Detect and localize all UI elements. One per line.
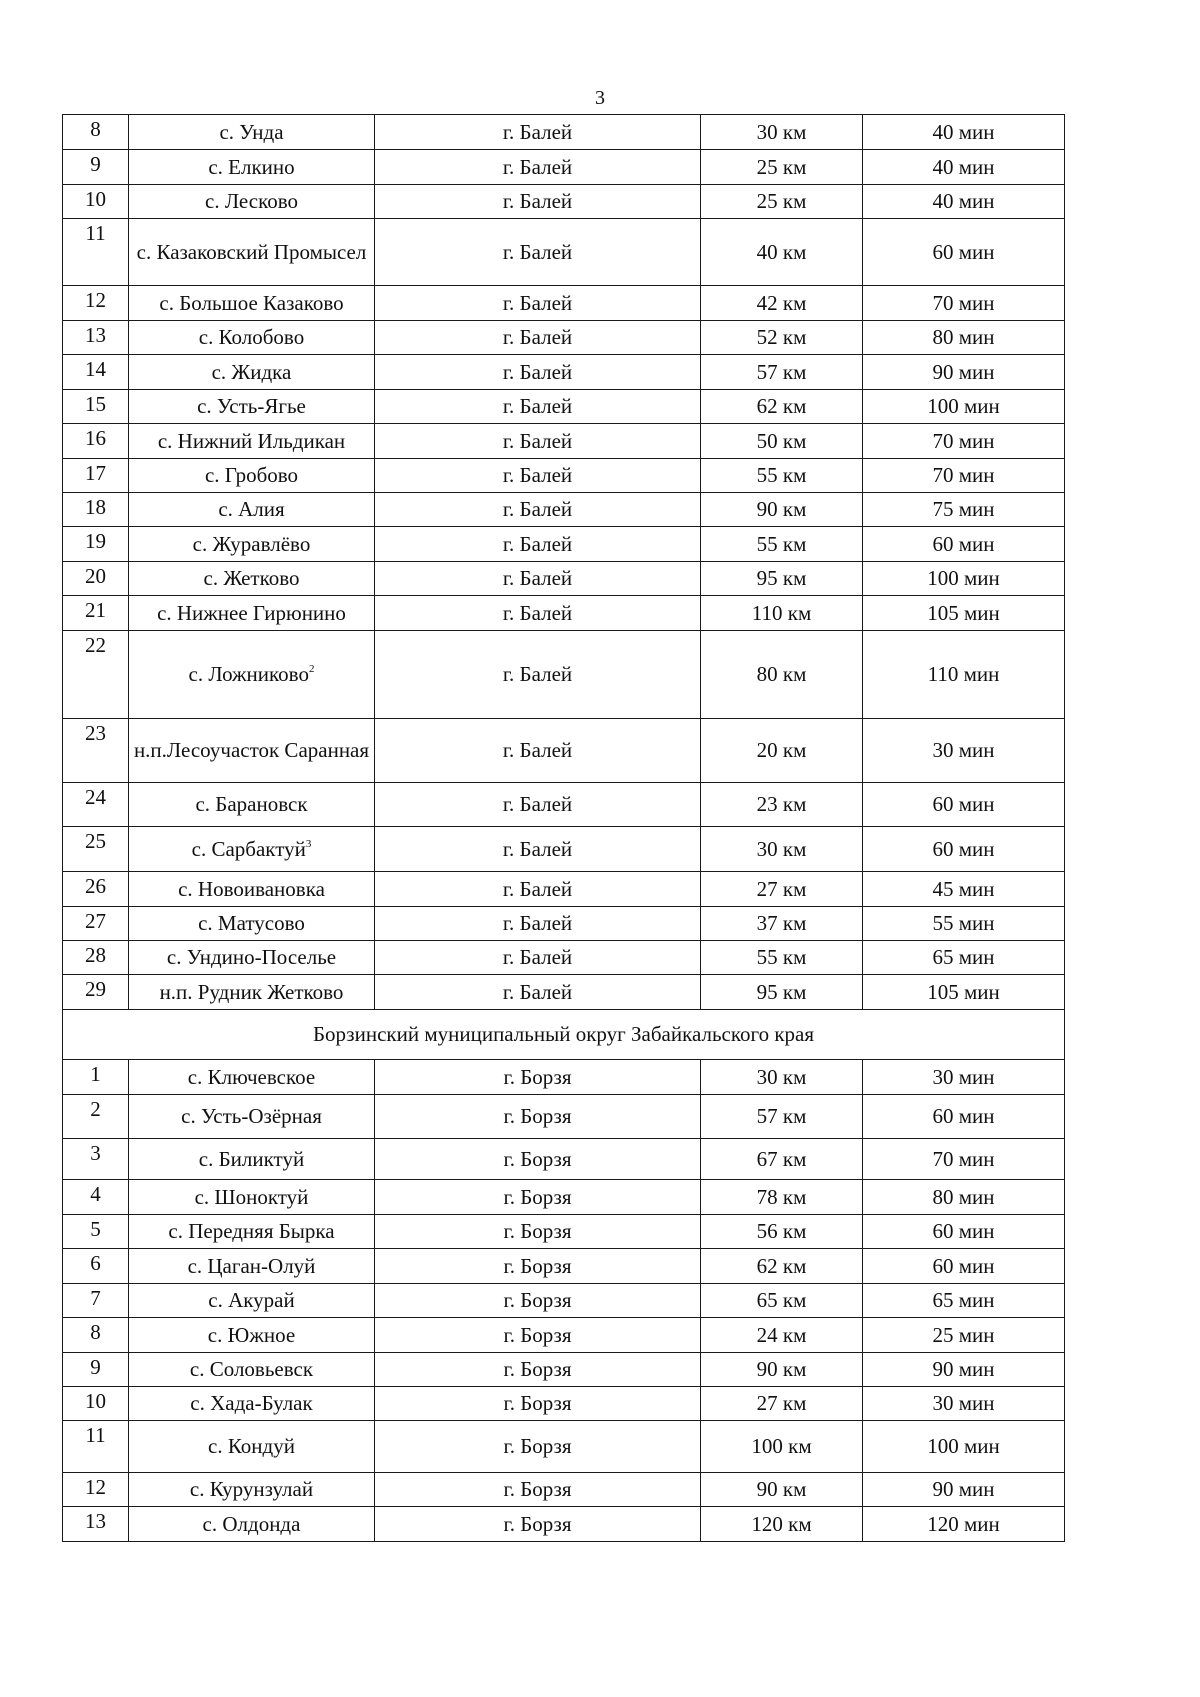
settlement-name: с. Журавлёво bbox=[192, 531, 311, 556]
distance-cell: 57 км bbox=[701, 1095, 863, 1139]
row-number: 18 bbox=[85, 495, 106, 519]
travel-time-cell: 60 мин bbox=[863, 1215, 1065, 1249]
table-row bbox=[63, 1318, 1065, 1353]
district-center-cell: г. Борзя bbox=[375, 1353, 701, 1387]
district-center-cell: г. Балей bbox=[375, 185, 701, 219]
row-number-cell bbox=[63, 527, 129, 562]
settlement-name: с. Курунзулай bbox=[189, 1477, 314, 1501]
distance-cell: 24 км bbox=[701, 1318, 863, 1353]
row-number: 9 bbox=[90, 1355, 101, 1379]
travel-time-cell: 45 мин bbox=[863, 872, 1065, 907]
settlement-name: с. Южное bbox=[207, 1322, 296, 1347]
travel-time-cell: 110 мин bbox=[863, 631, 1065, 719]
settlement-cell bbox=[129, 355, 375, 390]
district-center-cell: г. Борзя bbox=[375, 1139, 701, 1180]
table-row bbox=[63, 719, 1065, 783]
district-center-cell: г. Борзя bbox=[375, 1507, 701, 1542]
settlement-name: с. Олдонда bbox=[202, 1511, 301, 1536]
travel-time-cell: 25 мин bbox=[863, 1318, 1065, 1353]
row-number: 21 bbox=[85, 598, 106, 622]
table-row bbox=[63, 631, 1065, 719]
distance-cell: 62 км bbox=[701, 1249, 863, 1284]
row-number-cell bbox=[63, 1387, 129, 1421]
distance-cell: 100 км bbox=[701, 1421, 863, 1473]
travel-time-cell: 90 мин bbox=[863, 1353, 1065, 1387]
travel-time-cell: 75 мин bbox=[863, 493, 1065, 527]
district-center-cell: г. Балей bbox=[375, 596, 701, 631]
travel-time-cell: 105 мин bbox=[863, 596, 1065, 631]
settlement-cell bbox=[129, 219, 375, 286]
travel-time-cell: 60 мин bbox=[863, 827, 1065, 872]
settlement-name: с. Колобово bbox=[198, 325, 305, 349]
distance-cell: 25 км bbox=[701, 185, 863, 219]
row-number-cell bbox=[63, 1318, 129, 1353]
settlement-name: с. Матусово bbox=[198, 911, 305, 935]
settlement-cell bbox=[129, 872, 375, 907]
table-row bbox=[63, 219, 1065, 286]
district-center-cell: г. Борзя bbox=[375, 1249, 701, 1284]
travel-time-cell: 70 мин bbox=[863, 286, 1065, 321]
row-number-cell bbox=[63, 115, 129, 150]
travel-time-cell: 90 мин bbox=[863, 355, 1065, 390]
row-number: 10 bbox=[85, 187, 106, 211]
district-center-cell: г. Борзя bbox=[375, 1215, 701, 1249]
table-row bbox=[63, 321, 1065, 355]
table-row bbox=[63, 1095, 1065, 1139]
distance-cell: 90 км bbox=[701, 1473, 863, 1507]
settlement-cell bbox=[129, 1507, 375, 1542]
table-row bbox=[63, 424, 1065, 459]
distance-cell: 37 км bbox=[701, 907, 863, 941]
district-center-cell: г. Балей bbox=[375, 783, 701, 827]
row-number-cell bbox=[63, 907, 129, 941]
table-row bbox=[63, 150, 1065, 185]
row-number: 4 bbox=[90, 1182, 101, 1206]
row-number: 25 bbox=[85, 829, 106, 853]
row-number: 5 bbox=[90, 1217, 101, 1241]
settlement-name: с. Алия bbox=[218, 497, 285, 521]
row-number-cell bbox=[63, 941, 129, 975]
district-center-cell: г. Балей bbox=[375, 150, 701, 185]
row-number: 12 bbox=[85, 1475, 106, 1499]
row-number: 22 bbox=[85, 633, 106, 657]
district-center-cell: г. Балей bbox=[375, 115, 701, 150]
distance-cell: 55 км bbox=[701, 459, 863, 493]
table-row bbox=[63, 527, 1065, 562]
settlement-cell bbox=[129, 390, 375, 424]
settlement-cell bbox=[129, 562, 375, 596]
table-row bbox=[63, 185, 1065, 219]
distance-cell: 52 км bbox=[701, 321, 863, 355]
row-number-cell bbox=[63, 150, 129, 185]
page-number: 3 bbox=[595, 87, 605, 109]
travel-time-cell: 60 мин bbox=[863, 1249, 1065, 1284]
distance-cell: 50 км bbox=[701, 424, 863, 459]
row-number-cell bbox=[63, 783, 129, 827]
settlement-cell bbox=[129, 941, 375, 975]
row-number: 10 bbox=[85, 1389, 106, 1413]
travel-time-cell: 100 мин bbox=[863, 562, 1065, 596]
travel-time-cell: 80 мин bbox=[863, 1180, 1065, 1215]
travel-time-cell: 65 мин bbox=[863, 1284, 1065, 1318]
distance-cell: 25 км bbox=[701, 150, 863, 185]
settlement-cell bbox=[129, 596, 375, 631]
settlement-cell bbox=[129, 719, 375, 783]
table-row bbox=[63, 941, 1065, 975]
travel-time-cell: 70 мин bbox=[863, 459, 1065, 493]
distance-cell: 30 км bbox=[701, 115, 863, 150]
settlement-name: с. Гробово bbox=[204, 463, 299, 487]
settlement-name: с. Хада-Булак bbox=[190, 1391, 313, 1415]
table-body-borzya bbox=[63, 1060, 1065, 1542]
settlement-cell bbox=[129, 1249, 375, 1284]
district-center-cell: г. Балей bbox=[375, 355, 701, 390]
district-center-cell: г. Балей bbox=[375, 424, 701, 459]
table-row bbox=[63, 1507, 1065, 1542]
settlement-name: н.п. Рудник Жетково bbox=[159, 979, 344, 1004]
row-number: 16 bbox=[85, 426, 106, 450]
row-number-cell bbox=[63, 596, 129, 631]
settlement-name: н.п.Лесоучасток Саранная bbox=[133, 738, 370, 762]
travel-time-cell: 60 мин bbox=[863, 1095, 1065, 1139]
district-center-cell: г. Балей bbox=[375, 219, 701, 286]
table-row bbox=[63, 783, 1065, 827]
distance-cell: 90 км bbox=[701, 493, 863, 527]
row-number: 3 bbox=[90, 1141, 101, 1165]
travel-time-cell: 100 мин bbox=[863, 390, 1065, 424]
distance-cell: 67 км bbox=[701, 1139, 863, 1180]
table-row bbox=[63, 1284, 1065, 1318]
row-number: 12 bbox=[85, 288, 106, 312]
settlement-cell bbox=[129, 1318, 375, 1353]
settlement-name: с. Большое Казаково bbox=[159, 290, 344, 315]
row-number: 14 bbox=[85, 357, 106, 381]
settlement-cell bbox=[129, 1353, 375, 1387]
row-number-cell bbox=[63, 975, 129, 1010]
table-row bbox=[63, 459, 1065, 493]
settlement-name: с. Казаковский Промысел bbox=[136, 239, 367, 264]
district-center-cell: г. Балей bbox=[375, 975, 701, 1010]
district-center-cell: г. Борзя bbox=[375, 1318, 701, 1353]
settlement-cell bbox=[129, 424, 375, 459]
district-center-cell: г. Балей bbox=[375, 527, 701, 562]
settlement-cell bbox=[129, 1284, 375, 1318]
distance-cell: 30 км bbox=[701, 827, 863, 872]
row-number: 13 bbox=[85, 323, 106, 347]
row-number-cell bbox=[63, 459, 129, 493]
row-number-cell bbox=[63, 1284, 129, 1318]
settlement-cell bbox=[129, 1139, 375, 1180]
travel-time-cell: 90 мин bbox=[863, 1473, 1065, 1507]
row-number: 23 bbox=[85, 721, 106, 745]
settlement-name: с. Биликтуй bbox=[198, 1146, 305, 1171]
distance-cell: 23 км bbox=[701, 783, 863, 827]
distance-cell: 90 км bbox=[701, 1353, 863, 1387]
settlements-table bbox=[62, 114, 1065, 1542]
table-row bbox=[63, 1215, 1065, 1249]
row-number-cell bbox=[63, 1421, 129, 1473]
row-number-cell bbox=[63, 719, 129, 783]
row-number-cell bbox=[63, 424, 129, 459]
travel-time-cell: 60 мин bbox=[863, 527, 1065, 562]
distance-cell: 78 км bbox=[701, 1180, 863, 1215]
settlement-name: с. Новоивановка bbox=[178, 876, 325, 901]
row-number-cell bbox=[63, 493, 129, 527]
table-row bbox=[63, 1421, 1065, 1473]
table-row bbox=[63, 596, 1065, 631]
row-number: 27 bbox=[85, 909, 106, 933]
settlement-name: с. Сарбактуй bbox=[191, 836, 306, 861]
row-number: 9 bbox=[90, 152, 101, 176]
table-row bbox=[63, 493, 1065, 527]
row-number: 29 bbox=[85, 977, 106, 1001]
distance-cell: 55 км bbox=[701, 941, 863, 975]
distance-cell: 27 км bbox=[701, 872, 863, 907]
travel-time-cell: 30 мин bbox=[863, 719, 1065, 783]
section-heading: Борзинский муниципальный округ Забайкальского края bbox=[63, 1010, 1065, 1060]
row-number-cell bbox=[63, 185, 129, 219]
row-number: 17 bbox=[85, 461, 106, 485]
distance-cell: 120 км bbox=[701, 1507, 863, 1542]
settlement-name: с. Нижний Ильдикан bbox=[157, 428, 346, 453]
travel-time-cell: 60 мин bbox=[863, 783, 1065, 827]
distance-cell: 110 км bbox=[701, 596, 863, 631]
settlement-cell bbox=[129, 185, 375, 219]
distance-cell: 57 км bbox=[701, 355, 863, 390]
settlement-cell bbox=[129, 1387, 375, 1421]
travel-time-cell: 30 мин bbox=[863, 1387, 1065, 1421]
district-center-cell: г. Борзя bbox=[375, 1473, 701, 1507]
row-number-cell bbox=[63, 631, 129, 719]
row-number: 13 bbox=[85, 1509, 106, 1533]
settlement-cell bbox=[129, 1180, 375, 1215]
travel-time-cell: 55 мин bbox=[863, 907, 1065, 941]
table-row bbox=[63, 1387, 1065, 1421]
travel-time-cell: 100 мин bbox=[863, 1421, 1065, 1473]
table-row bbox=[63, 355, 1065, 390]
section-heading-body bbox=[63, 1010, 1065, 1060]
row-number: 7 bbox=[90, 1286, 101, 1310]
travel-time-cell: 40 мин bbox=[863, 185, 1065, 219]
settlement-name: с. Усть-Озёрная bbox=[181, 1104, 322, 1128]
settlement-name: с. Кондуй bbox=[208, 1434, 295, 1458]
travel-time-cell: 70 мин bbox=[863, 1139, 1065, 1180]
travel-time-cell: 30 мин bbox=[863, 1060, 1065, 1095]
table-row bbox=[63, 1180, 1065, 1215]
district-center-cell: г. Балей bbox=[375, 493, 701, 527]
travel-time-cell: 60 мин bbox=[863, 219, 1065, 286]
settlement-name: с. Ундино-Поселье bbox=[166, 945, 337, 969]
district-center-cell: г. Балей bbox=[375, 827, 701, 872]
district-center-cell: г. Балей bbox=[375, 907, 701, 941]
settlement-name: с. Елкино bbox=[208, 154, 295, 179]
distance-cell: 20 км bbox=[701, 719, 863, 783]
settlement-name: с. Цаган-Олуй bbox=[187, 1253, 316, 1278]
settlement-name: с. Ложниково bbox=[188, 662, 309, 686]
row-number-cell bbox=[63, 1139, 129, 1180]
settlement-name: с. Лесково bbox=[205, 189, 298, 213]
table-row bbox=[63, 1473, 1065, 1507]
travel-time-cell: 40 мин bbox=[863, 150, 1065, 185]
row-number-cell bbox=[63, 219, 129, 286]
row-number-cell bbox=[63, 872, 129, 907]
settlement-cell bbox=[129, 827, 375, 872]
settlement-cell bbox=[129, 783, 375, 827]
row-number-cell bbox=[63, 1473, 129, 1507]
settlement-cell bbox=[129, 493, 375, 527]
row-number-cell bbox=[63, 827, 129, 872]
settlement-name: с. Барановск bbox=[195, 792, 308, 816]
distance-cell: 80 км bbox=[701, 631, 863, 719]
row-number: 8 bbox=[90, 117, 101, 141]
table-row bbox=[63, 1060, 1065, 1095]
distance-cell: 40 км bbox=[701, 219, 863, 286]
settlement-name: с. Шоноктуй bbox=[194, 1184, 309, 1209]
table-row bbox=[63, 286, 1065, 321]
row-number: 2 bbox=[90, 1097, 101, 1121]
district-center-cell: г. Балей bbox=[375, 719, 701, 783]
settlement-name: с. Жетково bbox=[203, 566, 300, 590]
table-row bbox=[63, 390, 1065, 424]
distance-cell: 65 км bbox=[701, 1284, 863, 1318]
row-number-cell bbox=[63, 1353, 129, 1387]
table-row bbox=[63, 115, 1065, 150]
table-row bbox=[63, 872, 1065, 907]
settlement-cell bbox=[129, 115, 375, 150]
district-center-cell: г. Балей bbox=[375, 562, 701, 596]
settlement-name: с. Акурай bbox=[208, 1288, 295, 1312]
row-number-cell bbox=[63, 390, 129, 424]
section-heading-row bbox=[63, 1010, 1065, 1060]
table-row bbox=[63, 827, 1065, 872]
distance-cell: 95 км bbox=[701, 562, 863, 596]
row-number-cell bbox=[63, 1095, 129, 1139]
table-row bbox=[63, 975, 1065, 1010]
table-row bbox=[63, 1249, 1065, 1284]
district-center-cell: г. Балей bbox=[375, 872, 701, 907]
settlement-name: с. Жидка bbox=[211, 359, 292, 384]
district-center-cell: г. Балей bbox=[375, 390, 701, 424]
settlement-cell bbox=[129, 1095, 375, 1139]
settlement-cell bbox=[129, 321, 375, 355]
row-number-cell bbox=[63, 355, 129, 390]
row-number: 19 bbox=[85, 529, 106, 553]
travel-time-cell: 80 мин bbox=[863, 321, 1065, 355]
row-number-cell bbox=[63, 1060, 129, 1095]
table-row bbox=[63, 907, 1065, 941]
district-center-cell: г. Борзя bbox=[375, 1421, 701, 1473]
settlement-cell bbox=[129, 1060, 375, 1095]
travel-time-cell: 120 мин bbox=[863, 1507, 1065, 1542]
footnote-marker: 3 bbox=[305, 837, 312, 850]
settlement-name: с. Нижнее Гирюнино bbox=[157, 600, 346, 625]
row-number-cell bbox=[63, 1249, 129, 1284]
row-number: 11 bbox=[85, 1423, 106, 1447]
table-body-balei bbox=[63, 115, 1065, 1010]
row-number-cell bbox=[63, 1180, 129, 1215]
district-center-cell: г. Балей bbox=[375, 286, 701, 321]
row-number-cell bbox=[63, 1215, 129, 1249]
district-center-cell: г. Балей bbox=[375, 321, 701, 355]
row-number-cell bbox=[63, 286, 129, 321]
settlement-name: с. Унда bbox=[219, 119, 284, 144]
settlement-name: с. Передняя Бырка bbox=[168, 1219, 335, 1243]
row-number: 8 bbox=[90, 1320, 101, 1344]
table-row bbox=[63, 562, 1065, 596]
settlement-cell bbox=[129, 150, 375, 185]
settlement-name: с. Ключевское bbox=[187, 1064, 316, 1089]
row-number: 20 bbox=[85, 564, 106, 588]
table-row bbox=[63, 1353, 1065, 1387]
district-center-cell: г. Борзя bbox=[375, 1095, 701, 1139]
distance-cell: 56 км bbox=[701, 1215, 863, 1249]
district-center-cell: г. Балей bbox=[375, 631, 701, 719]
row-number: 24 bbox=[85, 785, 106, 809]
row-number: 11 bbox=[85, 221, 106, 245]
row-number-cell bbox=[63, 321, 129, 355]
distance-cell: 95 км bbox=[701, 975, 863, 1010]
settlement-cell bbox=[129, 1421, 375, 1473]
district-center-cell: г. Борзя bbox=[375, 1284, 701, 1318]
settlement-cell bbox=[129, 527, 375, 562]
distance-cell: 27 км bbox=[701, 1387, 863, 1421]
travel-time-cell: 105 мин bbox=[863, 975, 1065, 1010]
settlement-cell bbox=[129, 907, 375, 941]
settlement-cell bbox=[129, 459, 375, 493]
travel-time-cell: 70 мин bbox=[863, 424, 1065, 459]
row-number: 28 bbox=[85, 943, 106, 967]
row-number-cell bbox=[63, 562, 129, 596]
district-center-cell: г. Балей bbox=[375, 941, 701, 975]
settlement-cell bbox=[129, 1473, 375, 1507]
row-number: 1 bbox=[90, 1062, 101, 1086]
settlement-name: с. Соловьевск bbox=[189, 1357, 314, 1381]
district-center-cell: г. Борзя bbox=[375, 1060, 701, 1095]
distance-cell: 30 км bbox=[701, 1060, 863, 1095]
row-number: 15 bbox=[85, 392, 106, 416]
row-number-cell bbox=[63, 1507, 129, 1542]
table-row bbox=[63, 1139, 1065, 1180]
settlement-cell bbox=[129, 631, 375, 719]
travel-time-cell: 65 мин bbox=[863, 941, 1065, 975]
settlement-name: с. Усть-Ягье bbox=[197, 394, 306, 418]
district-center-cell: г. Борзя bbox=[375, 1180, 701, 1215]
district-center-cell: г. Борзя bbox=[375, 1387, 701, 1421]
row-number: 6 bbox=[90, 1251, 101, 1275]
settlement-cell bbox=[129, 1215, 375, 1249]
travel-time-cell: 40 мин bbox=[863, 115, 1065, 150]
distance-cell: 55 км bbox=[701, 527, 863, 562]
settlement-cell bbox=[129, 286, 375, 321]
footnote-marker: 2 bbox=[308, 663, 315, 675]
settlement-cell bbox=[129, 975, 375, 1010]
distance-cell: 62 км bbox=[701, 390, 863, 424]
distance-cell: 42 км bbox=[701, 286, 863, 321]
district-center-cell: г. Балей bbox=[375, 459, 701, 493]
row-number: 26 bbox=[85, 874, 106, 898]
